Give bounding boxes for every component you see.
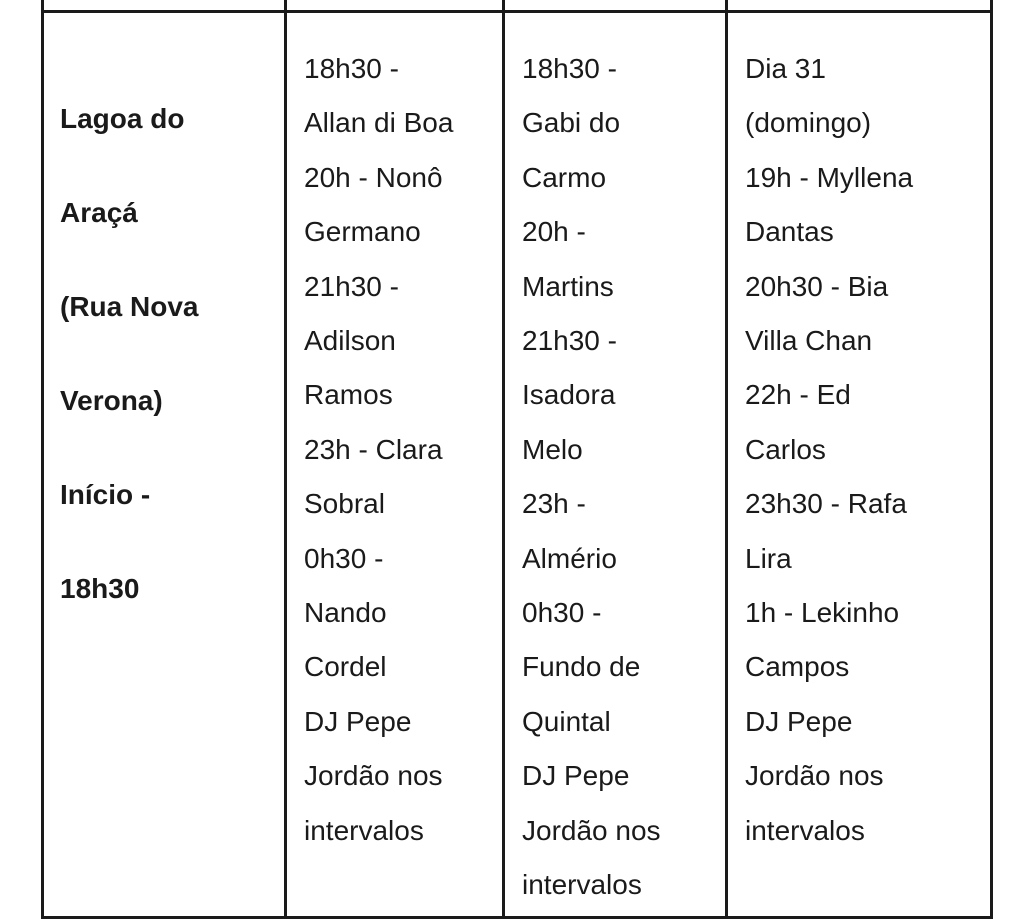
schedule-list [287, 13, 502, 858]
schedule-line: 20h - Nonô [304, 161, 443, 193]
schedule-line: Villa Chan [745, 325, 873, 357]
table-cell [286, 0, 504, 12]
schedule-list [505, 13, 725, 913]
schedule-line: 22h - Ed [745, 379, 851, 411]
schedule-line: Melo [522, 433, 583, 465]
schedule-line: Campos [745, 651, 850, 683]
schedule-line: 0h30 - [304, 542, 384, 574]
table-cell [43, 0, 286, 12]
schedule-cell-day-1 [286, 12, 504, 918]
venue-line: Início - [60, 479, 151, 510]
schedule-line: 0h30 - [522, 597, 602, 629]
schedule-line: Fundo de [522, 651, 641, 683]
schedule-list [728, 13, 990, 858]
schedule-line: Dantas [745, 216, 834, 248]
venue-line: (Rua Nova [60, 291, 199, 322]
schedule-line: Gabi do [522, 107, 621, 139]
venue-line: 18h30 [60, 573, 140, 604]
schedule-line: DJ Pepe [304, 705, 412, 737]
schedule-line: Carlos [745, 433, 826, 465]
schedule-cell-day-3 [727, 12, 992, 918]
schedule-line: 1h - Lekinho [745, 597, 900, 629]
schedule-line: Carmo [522, 161, 607, 193]
previous-row-edge [43, 0, 992, 12]
schedule-line: DJ Pepe [522, 760, 630, 792]
table-cell [504, 0, 727, 12]
schedule-line: 23h - [522, 488, 586, 520]
venue-line: Lagoa do [60, 103, 185, 134]
schedule-table [41, 0, 993, 919]
venue-line: Verona) [60, 385, 163, 416]
table-row [43, 12, 992, 918]
schedule-line: Allan di Boa [304, 107, 454, 139]
schedule-line: 18h30 - [304, 53, 399, 84]
schedule-line: Jordão nos [522, 814, 661, 846]
schedule-line: Lira [745, 542, 792, 574]
schedule-line: Nando [304, 597, 387, 629]
schedule-line: intervalos [745, 814, 865, 846]
schedule-line: 21h30 - [304, 270, 399, 302]
schedule-line: 18h30 - [522, 53, 617, 84]
schedule-line: Cordel [304, 651, 387, 683]
schedule-line: 21h30 - [522, 325, 617, 357]
schedule-line: 20h - [522, 216, 586, 248]
schedule-line: 19h - Myllena [745, 161, 914, 193]
schedule-line: 23h - Clara [304, 433, 443, 465]
schedule-line: Adilson [304, 325, 396, 357]
schedule-line: Jordão nos [304, 760, 443, 792]
schedule-line: Germano [304, 216, 421, 248]
schedule-line: Jordão nos [745, 760, 884, 792]
schedule-line: intervalos [522, 869, 642, 901]
schedule-line: 23h30 - Rafa [745, 488, 907, 520]
schedule-line: Quintal [522, 705, 611, 737]
schedule-line: DJ Pepe [745, 705, 853, 737]
venue-line: Araçá [60, 197, 138, 228]
schedule-line: Almério [522, 542, 617, 574]
schedule-line: Sobral [304, 488, 385, 520]
schedule-line: intervalos [304, 814, 424, 846]
schedule-line: Dia 31 [745, 53, 826, 84]
venue-cell [43, 12, 286, 918]
schedule-line: Ramos [304, 379, 393, 411]
schedule-cell-day-2 [504, 12, 727, 918]
schedule-line: Isadora [522, 379, 616, 411]
table-cell [727, 0, 992, 12]
schedule-line: 20h30 - Bia [745, 270, 889, 302]
schedule-line: Martins [522, 270, 614, 302]
schedule-line: (domingo) [745, 107, 872, 139]
venue-name [44, 13, 284, 612]
